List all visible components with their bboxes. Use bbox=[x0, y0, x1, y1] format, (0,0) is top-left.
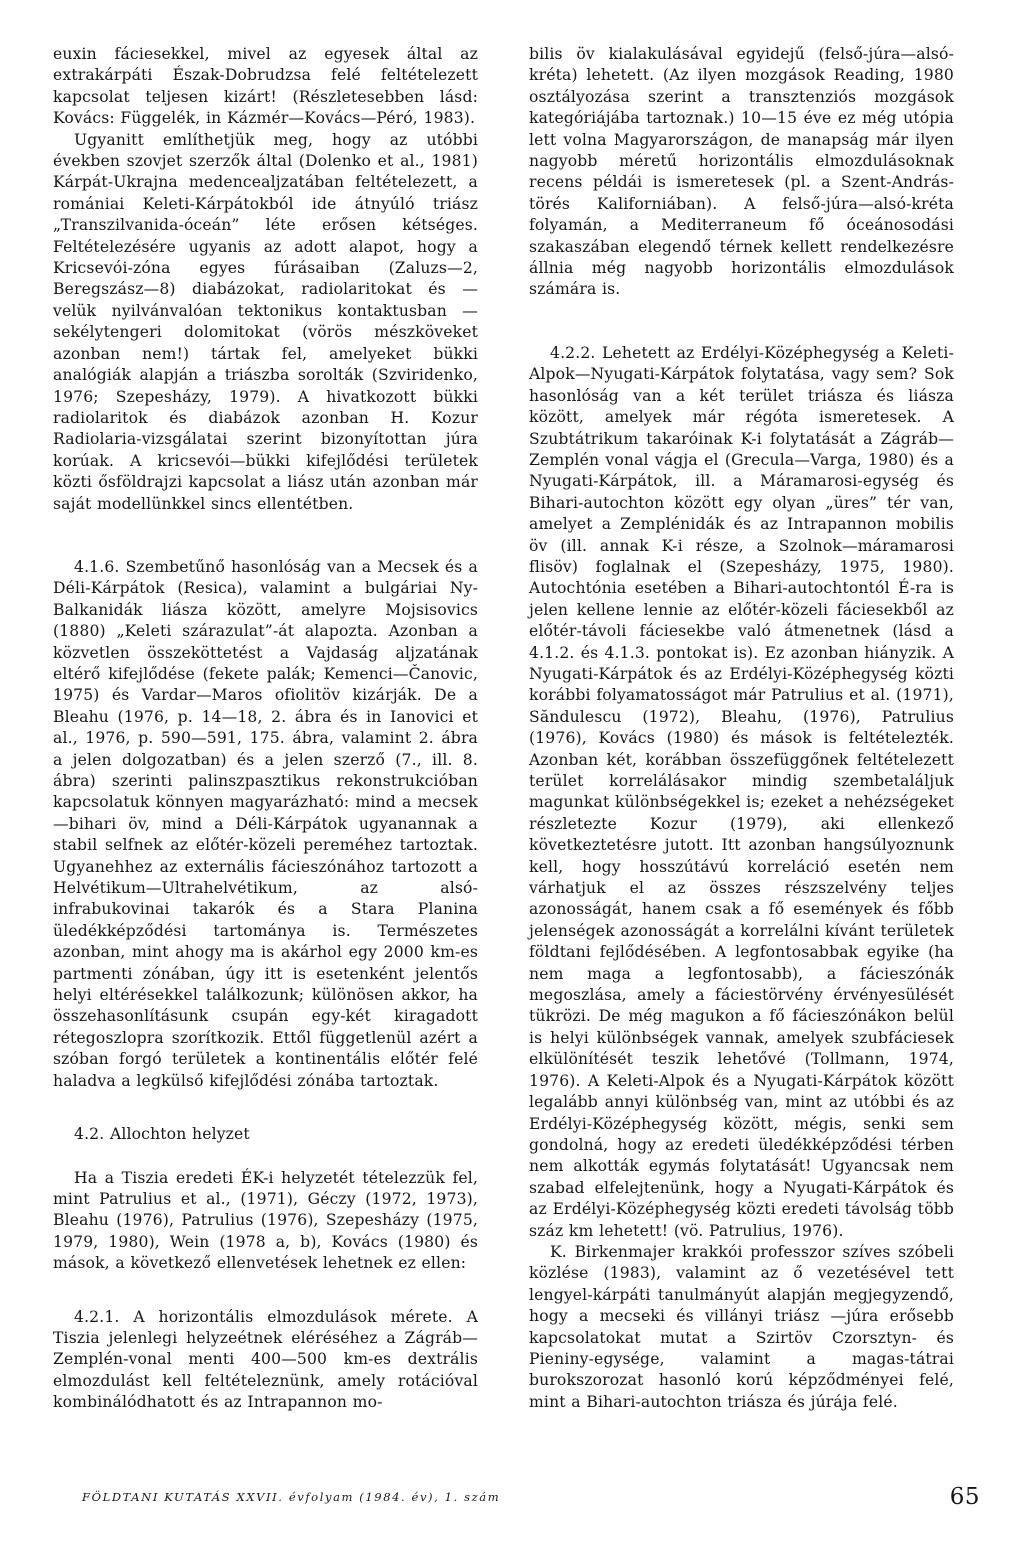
section-4-2-1-paragraph: 4.2.1. A horizontális elmozdulások mérete. A Tiszia jelenlegi helyzeétnek eléréséhez a Zágráb—Zemplén-vonal menti 400—500 km-es dextrális elmozdulást kell feltételeznünk, amely rotációval kombinálódhatott és az Intrapannon mo- bbox=[53, 1307, 478, 1412]
paragraph: Ugyanitt említhetjük meg, hogy az utóbbi években szovjet szerzők által (Dolenko et al., 1981) Kárpát-Ukrajna medencealjzatában feltételezett, a romániai Keleti-Kárpátokból ide átnyúló triász „Transzilvanida-óceán” léte erősen kétséges. Feltételezésére ugyanis az adott alapot, hogy a Kricsevói-zóna egyes fúrásaiban (Zaluzs—2, Beregszász—8) diabázokat, radiolaritokat és — velük nyilvánvalóan tektonikus kontaktusban — sekélytengeri dolomitokat (vörös mészköveket azonban nem!) tártak fel, amelyeket bükki analógiák alapján a triászba sorolták (Szviridenko, 1976; Szepesházy, 1979). A hivatkozott bükki radiolaritok és diabázok azonban H. Kozur Radiolaria-vizsgálatai szerint bizonyítottan júra korúak. A kricsevói—bükki kifejlődési területek közti ősföldrajzi kapcsolat a liász után azonban már saját modellünkkel sincs ellentétben. bbox=[53, 130, 478, 513]
left-column bbox=[53, 44, 478, 1414]
paragraph: Ha a Tiszia eredeti ÉK-i helyzetét tételezzük fel, mint Patrulius et al., (1971), Géczy (1972, 1973), Bleahu (1976), Patrulius (1976), Szepesházy (1975, 1979, 1980), Wein (1978 a, b), Kovács (1980) és mások, a következő ellenvetések lehetnek ez ellen: bbox=[53, 1168, 478, 1273]
paragraph: K. Birkenmajer krakkói professzor szíves szóbeli közlése (1983), valamint az ő vezetésével tett lengyel-kárpáti tanulmányút alapján megjegyzendő, hogy a mecseki és villányi triász —júra erősebb kapcsolatokat mutat a Szirtöv Czorsztyn- és Pieniny-egysége, valamint a magas-tátrai burokszorozat hasonló korú képződményei felé, mint a Bihari-autochton triásza és júrája felé. bbox=[529, 1242, 954, 1411]
section-4-1-6-paragraph: 4.1.6. Szembetűnő hasonlóság van a Mecsek és a Déli-Kárpátok (Resica), valamint a bulgáriai Ny-Balkanidák liásza között, amelyre Mojsisovics (1880) „Keleti szárazulat”-át alapozta. Azonban a közvetlen összeköttetést a Vajdaság aljzatának eltérő kifejlődése (fekete palák; Kemenci—Čanovic, 1975) és Vardar—Maros ofiolitöv kizárják. De a Bleahu (1976, p. 14—18, 2. ábra és in Ianovici et al., 1976, p. 590—591, 175. ábra, valamint 2. ábra a jelen dolgozatban) és a jelen szerző (7., ill. 8. ábra) szerinti palinszpasztikus rekonstrukcióban kapcsolatuk könnyen magyarázható: mind a mecsek—bihari öv, mind a Déli-Kárpátok ugyanannak a stabil selfnek az előtér-közeli pereméhez tartoztak. Ugyanehhez az externális fácieszónához tartozott a Helvétikum—Ultrahelvétikum, az alsó-infrabukovinai takarók és a Stara Planina üledékképződési tartománya is. Természetes azonban, mint ahogy ma is akárhol egy 2000 km-es partmenti zónában, úgy itt is esetenként jelentős helyi eltérésekkel találkozunk; különösen akkor, ha összehasonlításunk csupán egy-két kiragadott rétegoszlopra szorítkozik. Ettől függetlenül azért a szóban forgó területek a kontinentális előtér felé haladva a legkülső kifejlődési zónába tartoztak. bbox=[53, 557, 478, 1090]
page-number: 65 bbox=[949, 1484, 980, 1510]
section-4-2-2-paragraph: 4.2.2. Lehetett az Erdélyi-Középhegység a Keleti-Alpok—Nyugati-Kárpátok folytatása, vagy sem? Sok hasonlóság van a két terület triásza és liásza között, amelyek már régóta ismeretesek. A Szubtátrikum takaróinak K-i folytatását a Zágráb—Zemplén vonal vágja el (Grecula—Varga, 1980) és a Nyugati-Kárpátok, ill. a Máramarosi-egység és Bihari-autochton között egy olyan „üres” tér van, amelyet a Zemplénidák és az Intrapannon mobilis öv (ill. annak K-i része, a Szolnok—máramarosi flisöv) foglalnak el (Szepesházy, 1975, 1980). Autochtónia esetében a Bihari-autochtontól É-ra is jelen kellene lennie az előtér-közeli fáciesekből az előtér-távoli fáciesekbe való átmenetnek (lásd a 4.1.2. és 4.1.3. pontokat is). Ez azonban hiányzik. A Nyugati-Kárpátok és az Erdélyi-Középhegység közti korábbi folyamatosságot már Patrulius et al. (1971), Săndulescu (1972), Bleahu, (1976), Patrulius (1976), Kovács (1980) és mások is feltételezték. Azonban két, korábban összefüggőnek feltételezett terület korrelálásakor mindig szembetaláljuk magunkat különbségekkel is; ezeket a nehézségeket részletezte Kozur (1979), aki ellenkező következtetésre jutott. Itt azonban hangsúlyoznunk kell, hogy hosszútávú korreláció esetén nem várhatjuk el az összes részszelvény teljes azonosságát, hanem csak a fő események és főbb jelenségek azonosságát a korrelálni kívánt területek földtani fejlődésében. A legfontosabbak egyike (ha nem maga a legfontosabb), a fácieszónák megoszlása, amely a fáciestörvény érvényesülését tükrözi. De még magukon a fő fácieszónákon belül is helyi különbségek vannak, amelyek szubfáciesek elkülönítését teszik lehetővé (Tollmann, 1974, 1976). A Keleti-Alpok és a Nyugati-Kárpátok között legalább annyi különbség van, mint az utóbbi és az Erdélyi-Középhegység között, mégis, senki sem gondolná, hogy az eredeti üledékképződési térben nem alkották egymás folytatását! Ugyancsak nem szabad elfelejtenünk, hogy a Nyugati-Kárpátok és az Erdélyi-Középhegység közti eredeti távolság több száz km lehetett! (vö. Patrulius, 1976). bbox=[529, 343, 954, 1240]
journal-citation: FÖLDTANI KUTATÁS XXVII. évfolyam (1984. év), 1. szám bbox=[82, 1490, 501, 1504]
paragraph: euxin fáciesekkel, mivel az egyesek által az extrakárpáti Észak-Dobrudzsa felé feltételezett kapcsolat teljesen kizárt! (Részletesebben lásd: Kovács: Függelék, in Kázmér—Kovács—Péró, 1983). bbox=[53, 45, 478, 128]
section-heading-4-2: 4.2. Allochton helyzet bbox=[74, 1125, 250, 1144]
paragraph: bilis öv kialakulásával egyidejű (felső-júra—alsó-kréta) lehetett. (Az ilyen mozgások Reading, 1980 osztályozása szerint a transztenziós mozgások kategóriájába tartoznak.) 10—15 éve ez még utópia lett volna Magyarországon, de manapság már ilyen nagyobb méretű horizontális elmozdulásoknak recens példái is ismeretesek (pl. a Szent-András-törés Kaliforniában). A felső-júra—alsó-kréta folyamán, a Mediterraneum fő óceánosodási szakaszában elegendő térnek kellett rendelkezésre állnia még nagyobb horizontális elmozdulások számára is. bbox=[529, 45, 954, 299]
page-footer bbox=[82, 1484, 980, 1512]
right-column bbox=[529, 44, 954, 1413]
